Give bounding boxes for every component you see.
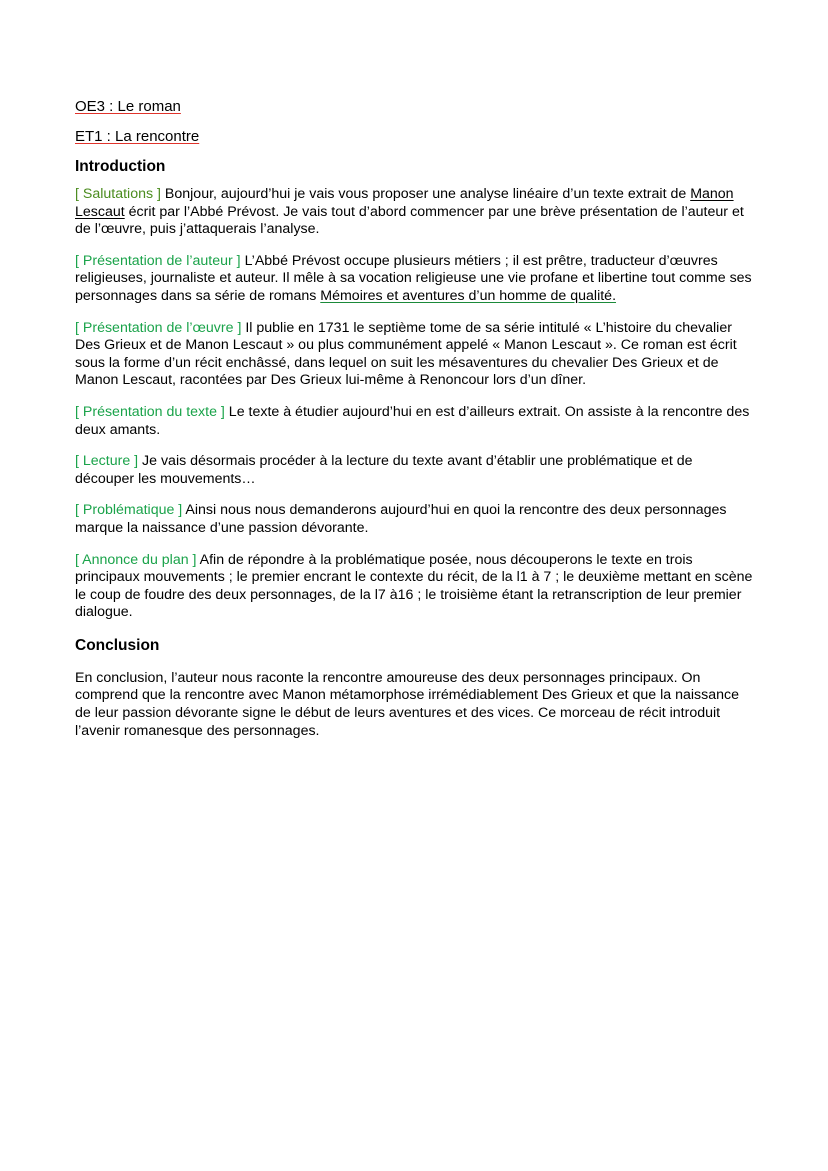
auteur-paragraph [75, 253, 755, 306]
oe-title-text: OE3 : Le roman [75, 98, 181, 115]
salutations-label: [ Salutations ] [75, 186, 161, 202]
salutations-paragraph [75, 186, 755, 239]
oeuvre-text: Il publie en 1731 le septième tome de sa série intitulé « L’histoire du chevalier Des Grieux et de Manon Lescaut » ou plus communément appelé « Manon Lescaut ». Ce roman est écrit sous la forme d’un récit enchâssé, dans lequel on suit les mésaventures du chevalier Des Grieux et de Manon Lescaut, racontées par Des Grieux lui-même à Renoncour lors d’un dîner. [75, 319, 737, 389]
lecture-paragraph [75, 453, 755, 488]
book-title-manon-lescaut: Manon Lescaut [75, 186, 734, 220]
problematique-paragraph [75, 502, 755, 537]
plan-label: [ Annonce du plan ] [75, 551, 197, 568]
et-title [75, 127, 755, 147]
salutations-text-before: Bonjour, aujourd’hui je vais vous proposer une analyse linéaire d’un texte extrait de [160, 186, 691, 202]
conclusion-heading: Conclusion [75, 636, 160, 654]
salutations-text-after: écrit par l’Abbé Prévost. Je vais tout d’abord commencer par une brève présentation de l’auteur et de l’œuvre, puis j’attaquerais l’analyse. [75, 203, 744, 238]
problematique-text: Ainsi nous nous demanderons aujourd’hui en quoi la rencontre des deux personnages marque la naissance d’une passion dévorante. [75, 502, 727, 536]
auteur-text: L’Abbé Prévost occupe plusieurs métiers ; il est prêtre, traducteur d’œuvres religieuses, journaliste et auteur. Il mêle à sa vocation religieuse une vie profane et libertine tout comme ses personnages dans sa série de romans [75, 252, 752, 304]
problematique-label: [ Problématique ] [75, 502, 183, 519]
auteur-label: [ Présentation de l’auteur ] [75, 252, 241, 269]
introduction-heading: Introduction [75, 158, 166, 175]
document-page [75, 97, 755, 754]
oe-title [75, 97, 755, 117]
lecture-text: Je vais désormais procéder à la lecture du texte avant d’établir une problématique et de découper les mouvements… [75, 453, 693, 487]
conclusion-paragraph: En conclusion, l’auteur nous raconte la rencontre amoureuse des deux personnages principaux. On comprend que la rencontre avec Manon métamorphose irrémédiablement Des Grieux et que la naissance de leur passion dévorante signe le début de leurs aventures et des vices. Ce morceau de récit introduit l’avenir romanesque des personnages. [75, 669, 740, 739]
oeuvre-label: [ Présentation de l’œuvre ] [75, 319, 242, 336]
lecture-label: [ Lecture ] [75, 453, 139, 470]
texte-paragraph [75, 404, 755, 439]
texte-text: Le texte à étudier aujourd’hui en est d’ailleurs extrait. On assiste à la rencontre des deux amants. [75, 403, 750, 438]
oeuvre-paragraph [75, 320, 755, 390]
et-title-text: ET1 : La rencontre [75, 128, 200, 145]
plan-paragraph [75, 552, 755, 622]
texte-label: [ Présentation du texte ] [75, 403, 225, 420]
plan-text: Afin de répondre à la problématique posée, nous découperons le texte en trois principaux mouvements ; le premier encrant le contexte du récit, de la l1 à 7 ; le deuxième mettant en scène le coup de foudre des deux personnages, de la l7 à16 ; le troisième étant la retranscription de leur premier dialogue. [75, 551, 753, 621]
book-title-memoires: Mémoires et aventures d’un homme de qualité. [320, 287, 617, 304]
